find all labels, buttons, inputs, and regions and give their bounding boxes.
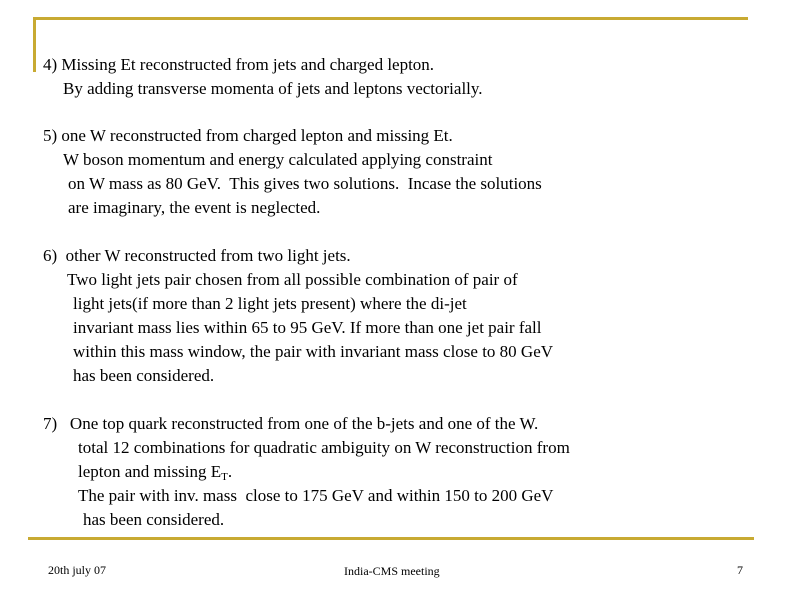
section-6-text: has been considered.	[73, 366, 215, 385]
section-4-text: By adding transverse momenta of jets and leptons vectorially.	[63, 79, 483, 98]
section-5-text: on W mass as 80 GeV. This gives two solutions. Incase the solutions	[68, 174, 542, 193]
section-5-text: are imaginary, the event is neglected.	[68, 198, 321, 217]
section-4-heading: 4) Missing Et reconstructed from jets and charged lepton.	[43, 55, 435, 74]
subscript-t: T	[221, 471, 228, 483]
section-5-text: W boson momentum and energy calculated applying constraint	[63, 150, 493, 169]
section-7-text-part: lepton and missing E	[78, 462, 222, 481]
section-6-text: light jets(if more than 2 light jets present) where the di-jet	[73, 294, 467, 313]
footer-meeting: India-CMS meeting	[344, 564, 440, 578]
section-5-heading: 5) one W reconstructed from charged lepton and missing Et.	[43, 126, 453, 145]
section-6-text: within this mass window, the pair with invariant mass close to 80 GeV	[73, 342, 554, 361]
section-7-text-part: .	[227, 462, 233, 481]
bottom-rule	[28, 537, 754, 540]
section-6-heading: 6) other W reconstructed from two light jets.	[43, 246, 351, 265]
section-7-text: total 12 combinations for quadratic ambiguity on W reconstruction from	[78, 438, 570, 457]
section-7-heading: 7) One top quark reconstructed from one of the b-jets and one of the W.	[43, 414, 539, 433]
page-number: 7	[737, 563, 743, 577]
section-7-text: The pair with inv. mass close to 175 GeV and within 150 to 200 GeV	[78, 486, 554, 505]
section-6-text: Two light jets pair chosen from all possible combination of pair of	[67, 270, 518, 289]
section-7-text	[78, 462, 232, 487]
footer-date: 20th july 07	[48, 563, 107, 577]
section-6-text: invariant mass lies within 65 to 95 GeV. If more than one jet pair fall	[73, 318, 542, 337]
top-rule	[33, 17, 748, 20]
section-7-text: has been considered.	[83, 510, 225, 529]
left-rule	[33, 17, 36, 72]
